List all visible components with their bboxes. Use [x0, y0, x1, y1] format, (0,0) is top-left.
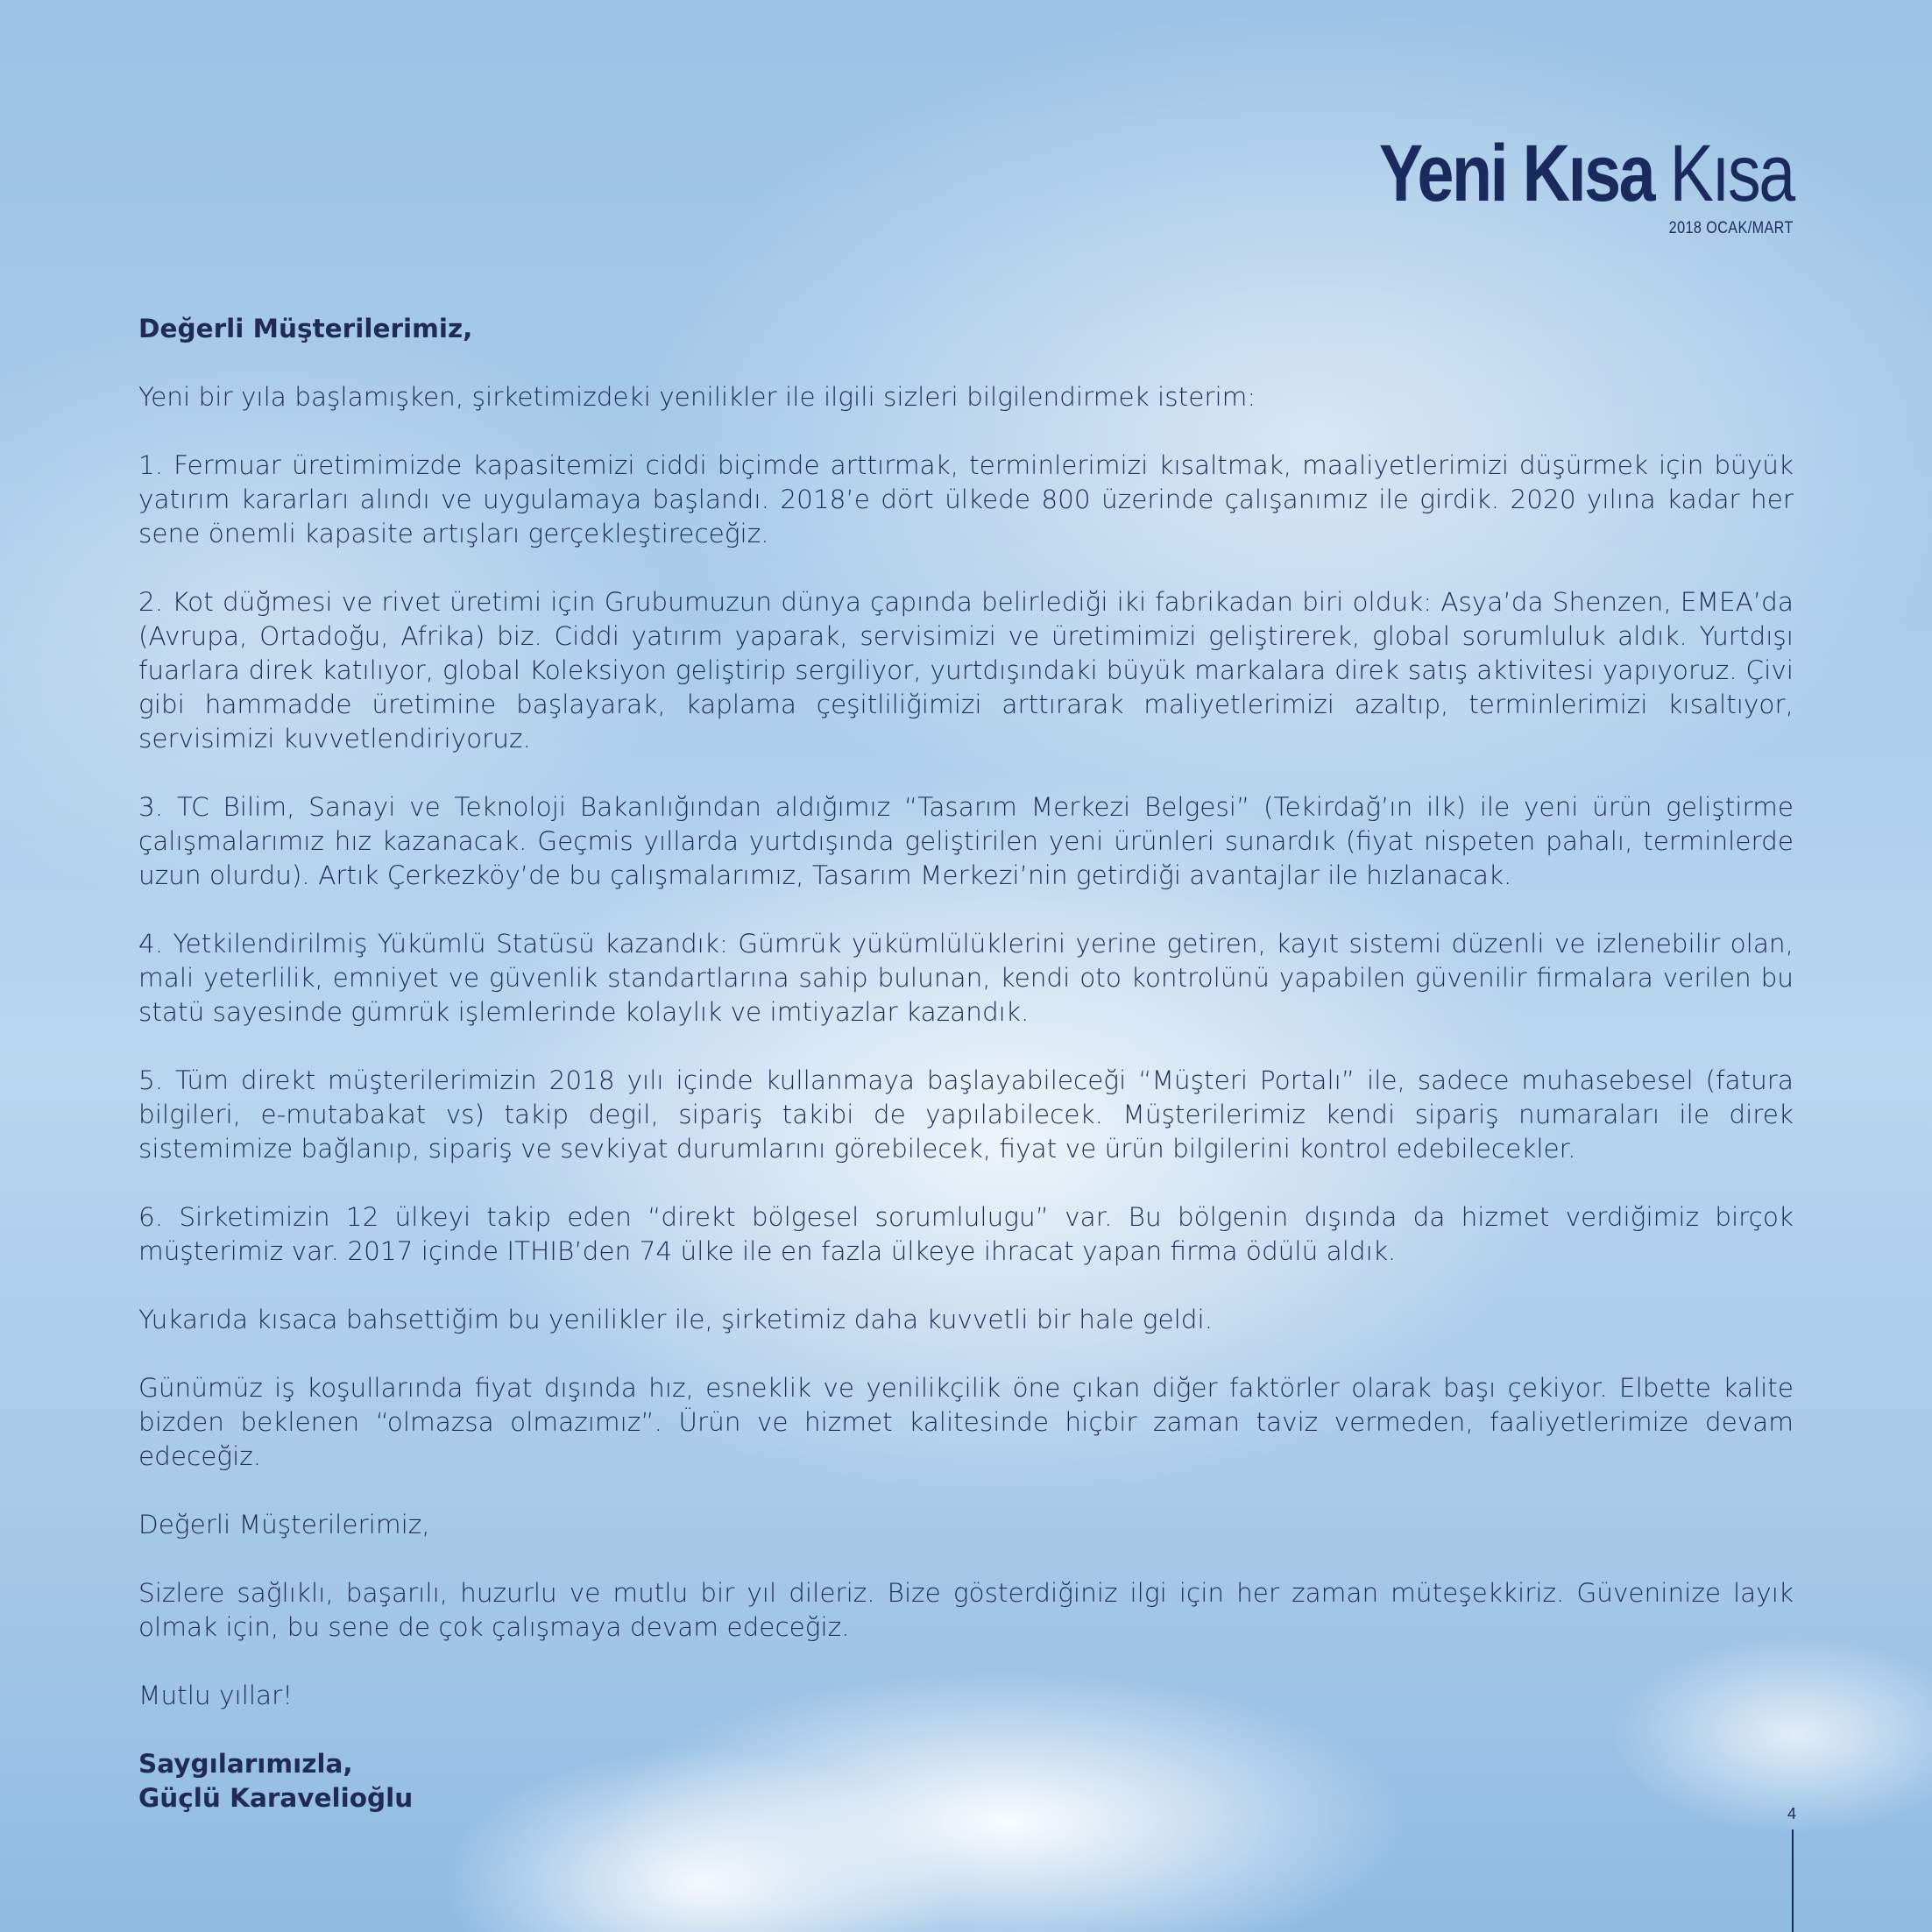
- letter-salutation-repeat: Değerli Müşterilerimiz,: [138, 1510, 430, 1539]
- letter-item: 6. Sirketimizin 12 ülkeyi takip eden “direkt bölgesel sorumlulugu” var. Bu bölgenin dışında da hizmet verdiğimiz birçok müşterimiz var. 2017 içinde ITHIB’den 74 ülke ile en fazla ülkeye ihracat yapan firma ödülü aldık.: [138, 1202, 1794, 1266]
- page-number-rule: [1792, 1829, 1794, 1932]
- masthead: [1288, 131, 1794, 238]
- magazine-title-light: Kısa: [1669, 129, 1794, 218]
- letter-greeting: Değerli Müşterilerimiz,: [138, 314, 473, 343]
- letter-factors: Günümüz iş koşullarında fiyat dışında hız, esneklik ve yenilikçilik öne çıkan diğer faktörler olarak başı çekiyor. Elbette kalite bizden beklenen “olmazsa olmazımız”. Ürün ve hizmet kalitesinde hiçbir zaman taviz vermeden, faaliyetlerimize devam edeceğiz.: [138, 1373, 1794, 1471]
- letter-wishes: Sizlere sağlıklı, başarılı, huzurlu ve mutlu bir yıl dileriz. Bize gösterdiğiniz ilgi için her zaman müteşekkiriz. Güveninize layık olmak için, bu sene de çok çalışmaya devam edeceğiz.: [138, 1578, 1794, 1642]
- letter-intro: Yeni bir yıla başlamışken, şirketimizdeki yenilikler ile ilgili sizleri bilgilendirmek isterim:: [138, 382, 1256, 412]
- magazine-title-bold: Yeni Kısa: [1379, 129, 1654, 218]
- page-number: 4: [1787, 1805, 1796, 1822]
- letter-item: 3. TC Bilim, Sanayi ve Teknoloji Bakanlığından aldığımız “Tasarım Merkezi Belgesi” (Tekirdağ’ın ilk) ile yeni ürün geliştirme çalışmalarımız hız kazanacak. Geçmis yıllarda yurtdışında geliştirilen yeni ürünleri sunardık (fiyat nispeten pahalı, terminlerde uzun olurdu). Artık Çerkezköy’de bu çalışmalarımız, Tasarım Merkezi’nin getirdiği avantajlar ile hızlanacak.: [138, 792, 1794, 890]
- letter-new-year: Mutlu yıllar!: [138, 1681, 294, 1710]
- closing-line: Saygılarımızla,: [138, 1749, 353, 1779]
- magazine-title: [1379, 131, 1794, 216]
- letter-item: 4. Yetkilendirilmiş Yükümlü Statüsü kazandık: Gümrük yükümlülüklerini yerine getiren, kayıt sistemi düzenli ve izlenebilir olan, mali yeterlilik, emniyet ve güvenlik standartlarına sahip bulunan, kendi oto kontrolünü yapabilen güvenilir firmalara verilen bu statü sayesinde gümrük işlemlerinde kolaylık ve imtiyazlar kazandık.: [138, 929, 1794, 1027]
- letter-summary: Yukarıda kısaca bahsettiğim bu yenilikler ile, şirketimiz daha kuvvetli bir hale geldi.: [138, 1305, 1214, 1334]
- issue-date: 2018 OCAK/MART: [1668, 219, 1794, 237]
- letter-item: 2. Kot düğmesi ve rivet üretimi için Grubumuzun dünya çapında belirlediği iki fabrikadan biri olduk: Asya’da Shenzen, EMEA’da (Avrupa, Ortadoğu, Afrika) biz. Ciddi yatırım yaparak, servisimizi ve üretimimizi geliştirerek, global sorumluluk aldık. Yurtdışı fuarlara direk katılıyor, global Koleksiyon geliştirip sergiliyor, yurtdışındaki büyük markalara direk satış aktivitesi yapıyoruz. Çivi gibi hammadde üretimine başlayarak, kaplama çeşitliliğimizi arttırarak maliyetlerimizi azaltıp, terminlerimizi kısaltıyor, servisimizi kuvvetlendiriyoruz.: [138, 587, 1794, 754]
- letter-item: 1. Fermuar üretimimizde kapasitemizi ciddi biçimde arttırmak, terminlerimizi kısaltmak, maaliyetlerimizi düşürmek için büyük yatırım kararları alındı ve uygulamaya başlandı. 2018’e dört ülkede 800 üzerinde çalışanımız ile girdik. 2020 yılına kadar her sene önemli kapasite artışları gerçekleştireceğiz.: [138, 450, 1794, 548]
- signature-block: [138, 1747, 1794, 1815]
- letter-body: [138, 312, 1794, 1815]
- letter-item: 5. Tüm direkt müşterilerimizin 2018 yılı içinde kullanmaya başlayabileceği “Müşteri Portalı” ile, sadece muhasebesel (fatura bilgileri, e-mutabakat vs) takip degil, sipariş takibi de yapılabilecek. Müşterilerimiz kendi sipariş numaraları ile direk sistemimize bağlanıp, sipariş ve sevkiyat durumlarını görebilecek, fiyat ve ürün bilgilerini kontrol edebilecekler.: [138, 1065, 1794, 1164]
- signer-name: Güçlü Karavelioğlu: [138, 1783, 414, 1813]
